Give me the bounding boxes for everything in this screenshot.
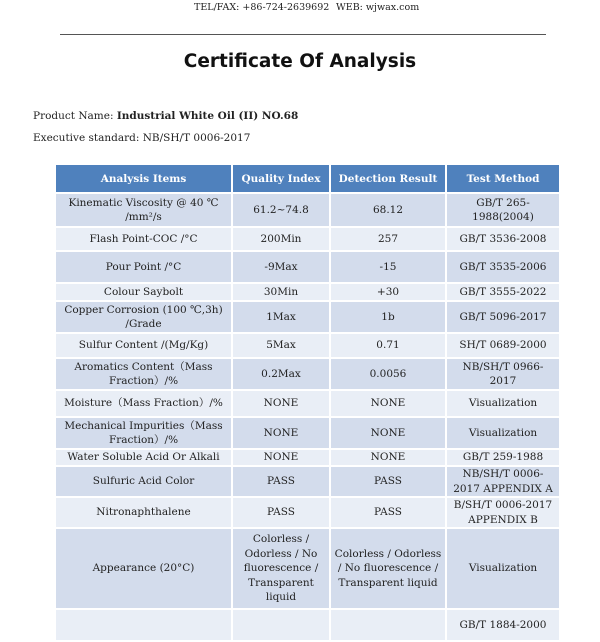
detection-result-cell: PASS bbox=[331, 498, 445, 527]
detection-result-cell: NONE bbox=[331, 391, 445, 416]
analysis-item-cell: Aromatics Content（Mass Fraction）/% bbox=[56, 359, 231, 389]
table-row bbox=[56, 194, 559, 226]
analysis-item-cell: Nitronaphthalene bbox=[56, 498, 231, 527]
analysis-item-cell: Flash Point-COC /°C bbox=[56, 228, 231, 250]
detection-result-cell: PASS bbox=[331, 467, 445, 496]
test-method-cell: Visualization bbox=[447, 529, 559, 608]
contact-bar bbox=[0, 1, 600, 15]
table-row bbox=[56, 252, 559, 282]
table-row bbox=[56, 228, 559, 250]
executive-standard-value: NB/SH/T 0006-2017 bbox=[142, 132, 251, 144]
detection-result-cell: 0.0056 bbox=[331, 359, 445, 389]
quality-index-cell: NONE bbox=[233, 450, 329, 465]
analysis-item-cell: Water Soluble Acid Or Alkali bbox=[56, 450, 231, 465]
table-row bbox=[56, 359, 559, 389]
detection-result-cell: 0.71 bbox=[331, 334, 445, 357]
table-row bbox=[56, 529, 559, 608]
table-row bbox=[56, 610, 559, 640]
table-row bbox=[56, 284, 559, 300]
table-row bbox=[56, 302, 559, 332]
quality-index-cell: 200Min bbox=[233, 228, 329, 250]
detection-result-cell: Colorless / Odorless / No fluorescence / Transparent liquid bbox=[331, 529, 445, 608]
executive-standard-label: Executive standard: bbox=[33, 132, 143, 144]
quality-index-cell: NONE bbox=[233, 418, 329, 448]
analysis-table bbox=[54, 163, 561, 642]
table-row bbox=[56, 498, 559, 527]
quality-index-cell: NONE bbox=[233, 391, 329, 416]
quality-index-cell bbox=[233, 610, 329, 640]
analysis-item-cell: Copper Corrosion (100 ℃,3h) /Grade bbox=[56, 302, 231, 332]
product-name-label: Product Name: bbox=[33, 110, 117, 122]
test-method-cell: NB/SH/T 0006-2017 APPENDIX A bbox=[447, 467, 559, 496]
test-method-cell: GB/T 1884-2000 bbox=[447, 610, 559, 640]
detection-result-cell bbox=[331, 610, 445, 640]
quality-index-cell: 1Max bbox=[233, 302, 329, 332]
column-header-analysis-items: Analysis Items bbox=[56, 165, 231, 192]
table-row bbox=[56, 334, 559, 357]
executive-standard-line bbox=[33, 131, 250, 145]
column-header-detection-result: Detection Result bbox=[331, 165, 445, 192]
quality-index-cell: 61.2~74.8 bbox=[233, 194, 329, 226]
test-method-cell: GB/T 3536-2008 bbox=[447, 228, 559, 250]
table-row bbox=[56, 418, 559, 448]
tel-fax-text: TEL/FAX: +86-724-2639692 bbox=[194, 2, 330, 13]
quality-index-cell: -9Max bbox=[233, 252, 329, 282]
test-method-cell: SH/T 0689-2000 bbox=[447, 334, 559, 357]
test-method-cell: Visualization bbox=[447, 391, 559, 416]
test-method-cell: GB/T 259-1988 bbox=[447, 450, 559, 465]
quality-index-cell: 30Min bbox=[233, 284, 329, 300]
test-method-cell: NB/SH/T 0966-2017 bbox=[447, 359, 559, 389]
product-name-line bbox=[33, 109, 298, 123]
detection-result-cell: 1b bbox=[331, 302, 445, 332]
table-row bbox=[56, 467, 559, 496]
quality-index-cell: 0.2Max bbox=[233, 359, 329, 389]
analysis-item-cell: Sulfuric Acid Color bbox=[56, 467, 231, 496]
analysis-item-cell: Sulfur Content /(Mg/Kg) bbox=[56, 334, 231, 357]
product-name-value: Industrial White Oil (II) NO.68 bbox=[116, 110, 299, 122]
header-divider bbox=[60, 34, 546, 35]
column-header-test-method: Test Method bbox=[447, 165, 559, 192]
test-method-cell: B/SH/T 0006-2017 APPENDIX B bbox=[447, 498, 559, 527]
detection-result-cell: NONE bbox=[331, 450, 445, 465]
detection-result-cell: +30 bbox=[331, 284, 445, 300]
test-method-cell: GB/T 5096-2017 bbox=[447, 302, 559, 332]
analysis-item-cell: Moisture（Mass Fraction）/% bbox=[56, 391, 231, 416]
analysis-item-cell: Colour Saybolt bbox=[56, 284, 231, 300]
table-row bbox=[56, 450, 559, 465]
detection-result-cell: -15 bbox=[331, 252, 445, 282]
test-method-cell: GB/T 3535-2006 bbox=[447, 252, 559, 282]
analysis-item-cell: Pour Point /°C bbox=[56, 252, 231, 282]
detection-result-cell: 68.12 bbox=[331, 194, 445, 226]
analysis-item-cell: Kinematic Viscosity @ 40 ℃ /mm²/s bbox=[56, 194, 231, 226]
website-text: WEB: wjwax.com bbox=[336, 2, 420, 13]
quality-index-cell: Colorless / Odorless / No fluorescence / Transparent liquid bbox=[233, 529, 329, 608]
detection-result-cell: NONE bbox=[331, 418, 445, 448]
quality-index-cell: 5Max bbox=[233, 334, 329, 357]
header-row bbox=[56, 165, 559, 192]
analysis-item-cell bbox=[56, 610, 231, 640]
test-method-cell: GB/T 3555-2022 bbox=[447, 284, 559, 300]
analysis-item-cell: Mechanical Impurities（Mass Fraction）/% bbox=[56, 418, 231, 448]
column-header-quality-index: Quality Index bbox=[233, 165, 329, 192]
analysis-table-header bbox=[56, 165, 559, 192]
test-method-cell: GB/T 265-1988(2004) bbox=[447, 194, 559, 226]
analysis-table-body bbox=[56, 194, 559, 640]
quality-index-cell: PASS bbox=[233, 467, 329, 496]
test-method-cell: Visualization bbox=[447, 418, 559, 448]
table-row bbox=[56, 391, 559, 416]
document-title: Certificate Of Analysis bbox=[183, 51, 417, 72]
quality-index-cell: PASS bbox=[233, 498, 329, 527]
detection-result-cell: 257 bbox=[331, 228, 445, 250]
analysis-item-cell: Appearance (20°C) bbox=[56, 529, 231, 608]
